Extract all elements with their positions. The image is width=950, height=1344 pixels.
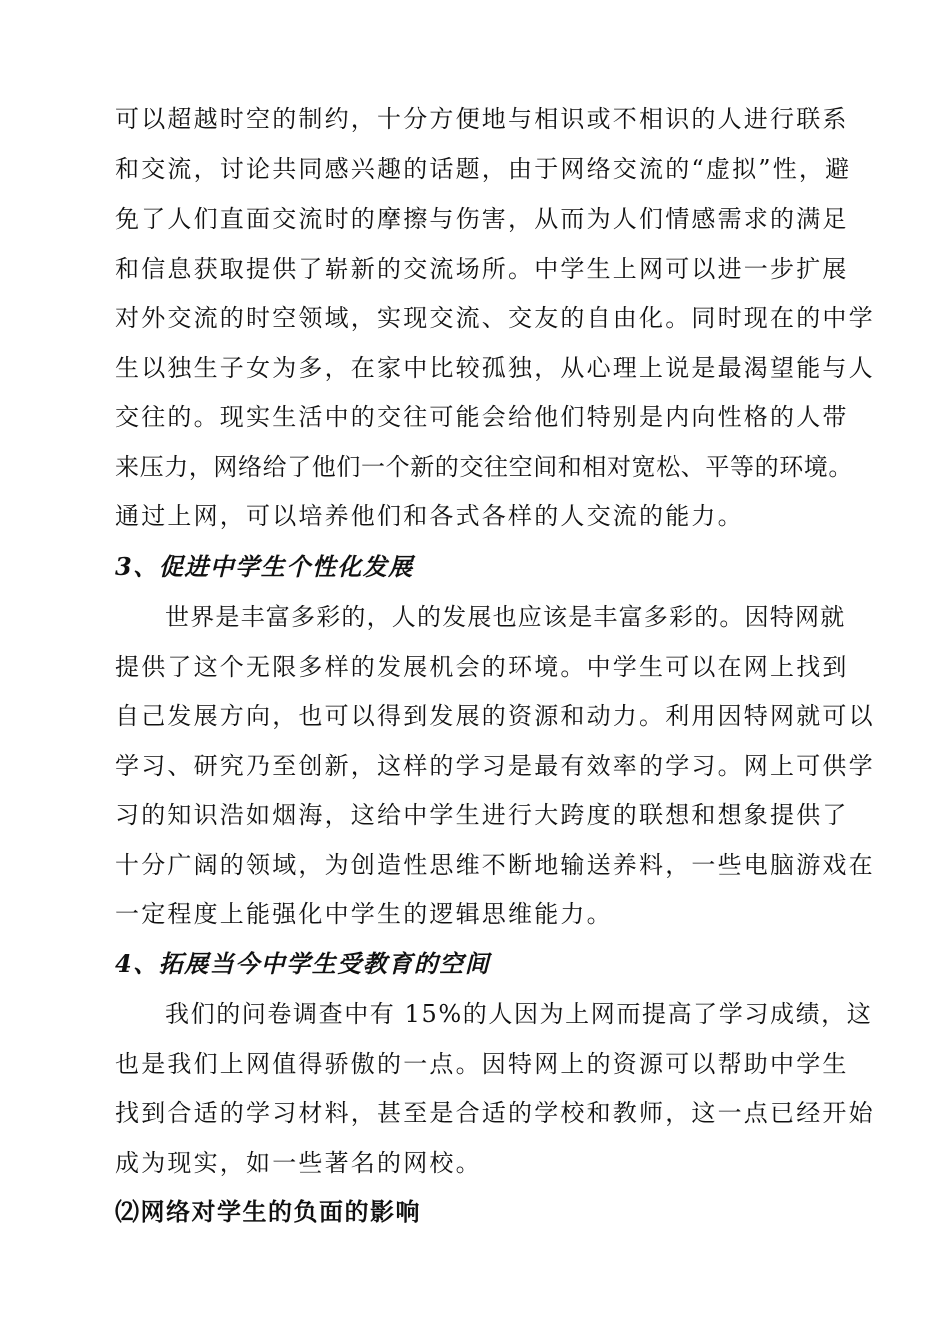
paragraph-1-line-7: 交往的。现实生活中的交往可能会给他们特别是内向性格的人带 (115, 403, 849, 431)
paragraph-1-line-3: 免了人们直面交流时的摩擦与伤害，从而为人们情感需求的满足 (115, 205, 849, 233)
section-3-line-1: 世界是丰富多彩的，人的发展也应该是丰富多彩的。因特网就 (165, 603, 846, 631)
paragraph-1-line-1: 可以超越时空的制约，十分方便地与相识或不相识的人进行联系 (115, 105, 849, 133)
section-4-line-1: 我们的问卷调查中有 15%的人因为上网而提高了学习成绩，这 (165, 1000, 873, 1028)
paragraph-1-line-9: 通过上网，可以培养他们和各式各样的人交流的能力。 (115, 502, 744, 530)
section-3-line-5: 习的知识浩如烟海，这给中学生进行大跨度的联想和想象提供了 (115, 801, 849, 829)
paragraph-1-line-8: 来压力，网络给了他们一个新的交往空间和相对宽松、平等的环境。 (115, 453, 853, 481)
section-3-line-6: 十分广阔的领域，为创造性思维不断地输送养料，一些电脑游戏在 (115, 851, 875, 879)
section-3-line-2: 提供了这个无限多样的发展机会的环境。中学生可以在网上找到 (115, 653, 849, 681)
paragraph-1-line-6: 生以独生子女为多，在家中比较孤独，从心理上说是最渴望能与人 (115, 354, 875, 382)
section-4-line-3: 找到合适的学习材料，甚至是合适的学校和教师，这一点已经开始 (115, 1099, 875, 1127)
paragraph-1-line-2: 和交流，讨论共同感兴趣的话题，由于网络交流的“虚拟”性，避 (115, 155, 852, 183)
section-3-line-4: 学习、研究乃至创新，这样的学习是最有效率的学习。网上可供学 (115, 752, 875, 780)
section-3-line-3: 自己发展方向，也可以得到发展的资源和动力。利用因特网就可以 (115, 702, 875, 730)
section-3-line-7: 一定程度上能强化中学生的逻辑思维能力。 (115, 900, 613, 928)
negative-effects-heading: ⑵网络对学生的负面的影响 (115, 1197, 421, 1226)
section-4-line-4: 成为现实，如一些著名的网校。 (115, 1149, 482, 1177)
section-3-heading: 3、促进中学生个性化发展 (115, 552, 414, 581)
section-4-heading: 4、拓展当今中学生受教育的空间 (115, 949, 491, 978)
section-4-line-2: 也是我们上网值得骄傲的一点。因特网上的资源可以帮助中学生 (115, 1050, 849, 1078)
paragraph-1-line-5: 对外交流的时空领域，实现交流、交友的自由化。同时现在的中学 (115, 304, 875, 332)
paragraph-1-line-4: 和信息获取提供了崭新的交流场所。中学生上网可以进一步扩展 (115, 255, 849, 283)
